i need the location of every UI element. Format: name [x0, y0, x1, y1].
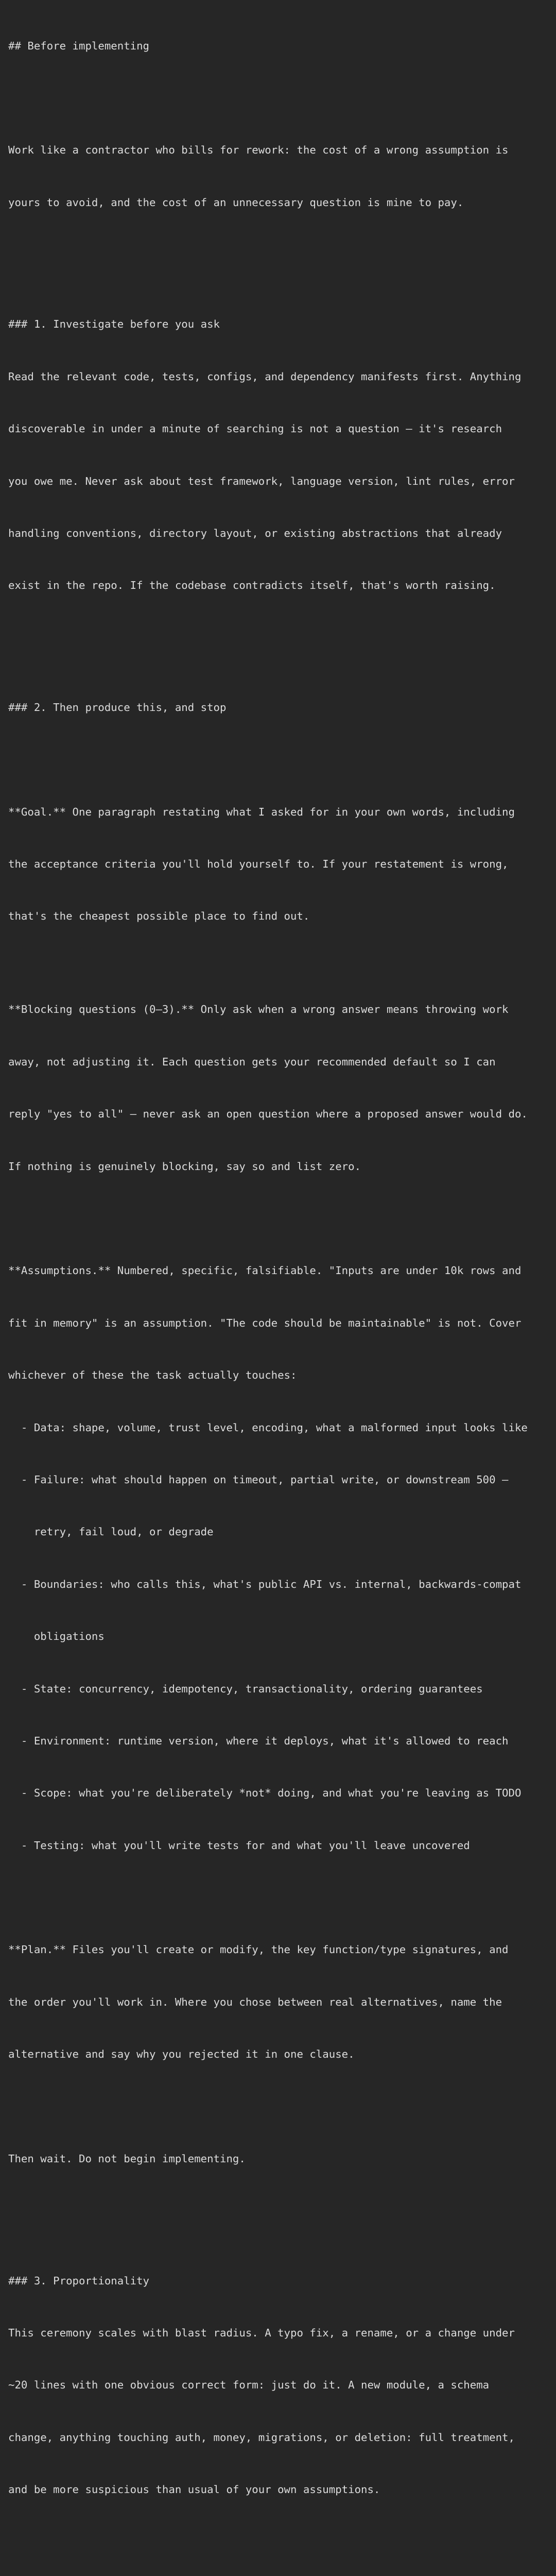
- assumptions-bullet: - Data: shape, volume, trust level, encoding, what a malformed input looks like: [8, 1421, 528, 1434]
- section-3-line: This ceremony scales with blast radius. A typo fix, a rename, or a change under: [8, 2326, 515, 2339]
- assumptions-line: **Assumptions.** Numbered, specific, falsifiable. "Inputs are under 10k rows and: [8, 1264, 522, 1277]
- spacer: [8, 2202, 548, 2220]
- assumptions-bullet: - State: concurrency, idempotency, transactionality, ordering guarantees: [8, 1682, 483, 1695]
- spacer: [8, 90, 548, 107]
- goal-line: **Goal.** One paragraph restating what I asked for in your own words, including: [8, 805, 515, 818]
- plan-line: the order you'll work in. Where you chose between real alternatives, name the: [8, 1995, 502, 2008]
- assumptions-line: fit in memory" is an assumption. "The code should be maintainable" is not. Cover: [8, 1316, 522, 1329]
- plan-line: alternative and say why you rejected it in one clause.: [8, 2048, 355, 2061]
- assumptions-bullet: - Testing: what you'll write tests for and what you'll leave uncovered: [8, 1839, 470, 1852]
- section-1-line: handling conventions, directory layout, or existing abstractions that already: [8, 527, 502, 539]
- section-1-line: discoverable in under a minute of searching is not a question — it's research: [8, 422, 502, 435]
- wait-line: Then wait. Do not begin implementing.: [8, 2153, 246, 2165]
- section-1-line: Read the relevant code, tests, configs, and dependency manifests first. Anything: [8, 370, 522, 383]
- plan-line: **Plan.** Files you'll create or modify, the key function/type signatures, and: [8, 1943, 509, 1956]
- spacer: [8, 246, 548, 264]
- assumptions-bullet: - Environment: runtime version, where it deploys, what it's allowed to reach: [8, 1734, 509, 1747]
- section-1-line: you owe me. Never ask about test framework, language version, lint rules, error: [8, 474, 515, 487]
- assumptions-bullet: retry, fail loud, or degrade: [8, 1526, 214, 1538]
- spacer: [8, 1210, 548, 1228]
- spacer: [8, 630, 548, 647]
- spacer: [8, 2098, 548, 2116]
- assumptions-bullet: - Scope: what you're deliberately *not* doing, and what you're leaving as TODO: [8, 1787, 522, 1800]
- spacer: [8, 2534, 548, 2551]
- section-3-line: change, anything touching auth, money, migrations, or deletion: full treatment,: [8, 2431, 515, 2444]
- blocking-line: If nothing is genuinely blocking, say so and list zero.: [8, 1160, 361, 1173]
- blocking-line: away, not adjusting it. Each question gets your recommended default so I can: [8, 1055, 496, 1068]
- assumptions-line: whichever of these the task actually touches:: [8, 1369, 297, 1382]
- assumptions-bullet: - Boundaries: who calls this, what's public API vs. internal, backwards-compat: [8, 1578, 522, 1590]
- goal-line: that's the cheapest possible place to find out.: [8, 910, 310, 923]
- intro-line: yours to avoid, and the cost of an unnecessary question is mine to pay.: [8, 196, 464, 209]
- blocking-line: reply "yes to all" — never ask an open question where a proposed answer would do.: [8, 1108, 528, 1121]
- section-3-line: and be more suspicious than usual of your own assumptions.: [8, 2483, 380, 2496]
- section-1-line: exist in the repo. If the codebase contradicts itself, that's worth raising.: [8, 579, 496, 592]
- intro-line: Work like a contractor who bills for rework: the cost of a wrong assumption is: [8, 144, 509, 157]
- section-3-line: ~20 lines with one obvious correct form: just do it. A new module, a schema: [8, 2379, 490, 2392]
- spacer: [8, 1889, 548, 1907]
- section-2-heading: ### 2. Then produce this, and stop: [8, 701, 227, 714]
- assumptions-bullet: - Failure: what should happen on timeout, partial write, or downstream 500 —: [8, 1473, 509, 1486]
- section-1-heading: ### 1. Investigate before you ask: [8, 318, 220, 331]
- assumptions-bullet: obligations: [8, 1630, 105, 1643]
- spacer: [8, 751, 548, 769]
- main-heading: ## Before implementing: [8, 39, 150, 52]
- goal-line: the acceptance criteria you'll hold yourself to. If your restatement is wrong,: [8, 858, 509, 871]
- section-3-heading: ### 3. Proportionality: [8, 2274, 150, 2287]
- spacer: [8, 960, 548, 967]
- blocking-line: **Blocking questions (0–3).** Only ask when a wrong answer means throwing work: [8, 1003, 509, 1016]
